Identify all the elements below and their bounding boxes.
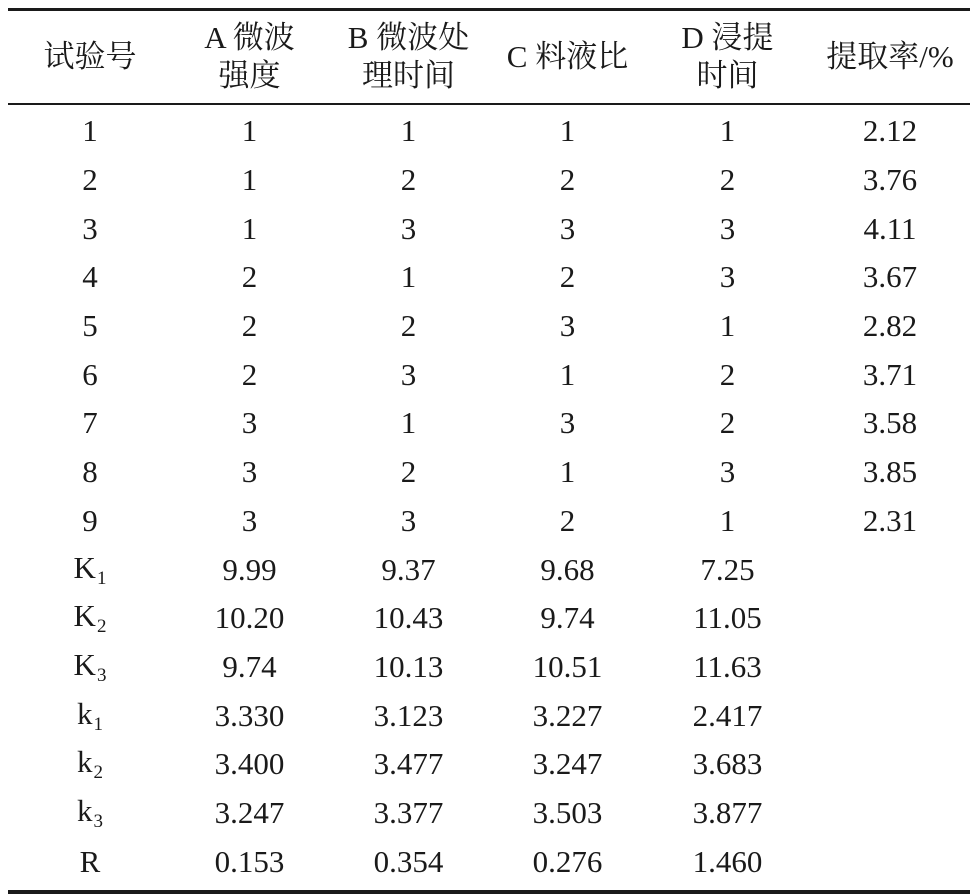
header-factor-d: D 浸提 时间 [681,20,774,93]
table-row [8,350,970,399]
cell-factor-a: 3 [241,405,258,441]
row-label-text: K [73,646,96,682]
cell-factor-b: 1 [400,113,417,149]
row-label-subscript: 3 [96,664,107,686]
header-factor-b: B 微波处 理时间 [347,20,470,93]
row-label-text: k [77,695,93,731]
cell-extraction-rate: 3.76 [862,162,918,198]
row-label-text: k [77,744,93,780]
cell-factor-b: 3.123 [373,697,444,733]
cell-factor-b: 10.43 [373,600,444,636]
table-row [8,594,970,643]
row-label-text: 8 [82,454,98,490]
cell-extraction-rate: 2.31 [862,502,918,538]
cell-factor-b: 1 [400,259,417,295]
cell-factor-c: 10.51 [532,648,603,684]
cell-extraction-rate: 3.67 [862,259,918,295]
cell-factor-c: 2 [559,162,576,198]
row-label [8,550,172,590]
cell-factor-c: 3 [559,308,576,344]
cell-factor-b: 2 [400,308,417,344]
cell-factor-c: 3 [559,405,576,441]
cell-factor-d: 1 [719,502,736,538]
cell-factor-a: 1 [241,113,258,149]
row-label-text: 2 [82,162,98,198]
cell-factor-a: 3.400 [214,746,285,782]
row-label [8,405,172,441]
cell-factor-d: 2.417 [692,697,763,733]
row-label [8,211,172,247]
row-label-text: K [73,549,96,585]
cell-factor-d: 3.683 [692,746,763,782]
row-label [8,357,172,393]
cell-extraction-rate: 3.85 [862,454,918,490]
table-row [8,156,970,205]
row-label [8,259,172,295]
table-row [8,204,970,253]
row-label-subscript: 2 [93,762,103,784]
table-row [8,837,970,886]
cell-factor-d: 2 [719,162,736,198]
cell-extraction-rate: 3.71 [862,356,918,392]
cell-factor-a: 3.330 [214,697,285,733]
table-body [8,107,970,886]
cell-factor-b: 2 [400,454,417,490]
cell-factor-d: 1 [719,113,736,149]
cell-extraction-rate: 4.11 [863,210,917,246]
row-label [8,696,172,736]
row-label-text: 9 [82,502,98,538]
cell-factor-c: 3.227 [532,697,603,733]
cell-factor-c: 9.74 [540,600,595,636]
row-label-subscript: 1 [96,567,107,589]
table-row [8,253,970,302]
row-label-text: 3 [82,210,98,246]
cell-factor-d: 7.25 [700,551,755,587]
cell-factor-c: 1 [559,113,576,149]
row-label-text: 5 [82,308,98,344]
row-label-text: k [77,792,93,828]
cell-factor-d: 3 [719,454,736,490]
cell-factor-d: 2 [719,405,736,441]
cell-factor-d: 3 [719,210,736,246]
table-row [8,643,970,692]
cell-factor-b: 3.477 [373,746,444,782]
cell-factor-b: 3 [400,356,417,392]
cell-factor-a: 3.247 [214,794,285,830]
bottom-rule [8,890,970,894]
header-trial-no: 试验号 [43,39,137,74]
cell-factor-b: 1 [400,405,417,441]
cell-factor-b: 10.13 [373,648,444,684]
row-label [8,844,172,880]
row-label-subscript: 2 [96,616,107,638]
table-row [8,691,970,740]
row-label-text: 1 [82,113,98,149]
cell-factor-c: 3 [559,210,576,246]
row-label [8,647,172,687]
table-row [8,107,970,156]
header-extraction-rate: 提取率/% [826,39,954,74]
row-label-text: 6 [82,356,98,392]
cell-factor-a: 2 [241,308,258,344]
cell-factor-b: 3 [400,502,417,538]
header-rule [8,103,970,105]
cell-factor-c: 3.503 [532,794,603,830]
header-factor-c: C 料液比 [506,39,629,74]
row-label [8,308,172,344]
cell-factor-d: 2 [719,356,736,392]
table-row [8,497,970,546]
cell-factor-a: 2 [241,356,258,392]
header-row [8,11,970,103]
cell-factor-c: 2 [559,259,576,295]
cell-factor-b: 3.377 [373,794,444,830]
table-row [8,448,970,497]
cell-factor-d: 3 [719,259,736,295]
cell-factor-a: 2 [241,259,258,295]
cell-factor-c: 1 [559,454,576,490]
cell-factor-a: 9.74 [222,648,277,684]
row-label-text: 4 [82,259,98,295]
row-label-text: 7 [82,405,98,441]
cell-extraction-rate: 3.58 [862,405,918,441]
cell-factor-b: 3 [400,210,417,246]
cell-factor-a: 9.99 [222,551,277,587]
row-label [8,744,172,784]
row-label-subscript: 1 [93,713,103,735]
cell-factor-c: 3.247 [532,746,603,782]
cell-extraction-rate: 2.12 [862,113,918,149]
row-label [8,454,172,490]
cell-factor-c: 9.68 [540,551,595,587]
row-label [8,503,172,539]
table-row [8,740,970,789]
cell-factor-a: 3 [241,502,258,538]
cell-factor-c: 1 [559,356,576,392]
cell-factor-a: 0.153 [214,843,285,879]
cell-factor-d: 11.05 [693,600,762,636]
row-label-text: R [79,843,101,879]
cell-factor-d: 1.460 [692,843,763,879]
row-label-text: K [73,598,96,634]
table-row [8,399,970,448]
cell-factor-d: 11.63 [693,648,762,684]
row-label-subscript: 3 [93,810,103,832]
cell-factor-a: 10.20 [214,600,285,636]
cell-extraction-rate: 2.82 [862,308,918,344]
table-row [8,789,970,838]
cell-factor-c: 2 [559,502,576,538]
row-label [8,793,172,833]
table-row [8,545,970,594]
orthogonal-test-table [8,8,970,894]
row-label [8,162,172,198]
cell-factor-c: 0.276 [532,843,603,879]
cell-factor-d: 3.877 [692,794,763,830]
cell-factor-b: 0.354 [373,843,444,879]
cell-factor-a: 1 [241,162,258,198]
cell-factor-b: 9.37 [381,551,436,587]
row-label [8,598,172,638]
header-factor-a: A 微波 强度 [204,20,295,93]
cell-factor-b: 2 [400,162,417,198]
cell-factor-d: 1 [719,308,736,344]
cell-factor-a: 3 [241,454,258,490]
row-label [8,113,172,149]
cell-factor-a: 1 [241,210,258,246]
table-row [8,302,970,351]
